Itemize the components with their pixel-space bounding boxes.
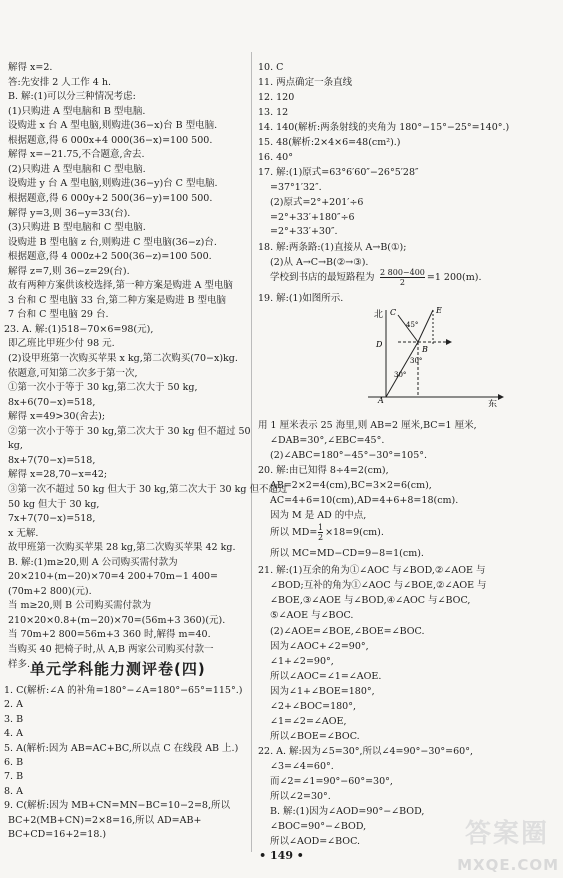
text-line: 14. 140(解析:两条射线的夹角为 180°−15°−25°=140°.)	[258, 122, 510, 133]
text-line: 20. 解:由已知得 8÷4=2(cm),	[258, 465, 389, 476]
page-number: • 149 •	[259, 849, 304, 862]
text-line: 根据题意,得 4 000z+2 500(36−z)=100 500.	[8, 251, 212, 263]
text-line: 5. A(解析:因为 AB=AC+BC,所以点 C 在线段 AB 上.)	[4, 742, 239, 754]
text-line: ∠1=∠2=∠AOE,	[270, 716, 347, 727]
north-label: 北	[374, 310, 384, 320]
text-line: 即乙班比甲班少付 98 元.	[8, 338, 115, 350]
angle-30-label-b: 30°	[410, 357, 423, 365]
text-line: 7. B	[4, 771, 24, 783]
text-line: BC+CD=16+2=18.)	[8, 829, 107, 840]
point-b-label: B	[422, 345, 428, 354]
east-label: 东	[488, 400, 498, 407]
text-line: 8x+7(70−x)=518,	[8, 454, 96, 466]
text-line: 因为∠AOC+∠2=90°,	[270, 641, 369, 652]
text-line: B. 解:(1)m≥20,则 A 公司购买需付款为	[8, 556, 178, 568]
watermark-logo: 答案圈	[464, 819, 549, 849]
fraction-numerator: 2 800−400	[380, 268, 425, 277]
text-line: 12. 120	[258, 92, 295, 103]
text-line: 23. A. 解:(1)518−70×6=98(元),	[4, 323, 154, 335]
text-line: B. 解:(1)因为∠AOD=90°−∠BOD,	[270, 806, 425, 817]
text-line: 3 台和 C 型电脑 33 台,第二种方案是购进 B 型电脑	[8, 294, 227, 306]
angle-45-label: 45°	[406, 321, 419, 329]
text-line: 210×20×0.8+(m−20)×70=(56m+3 360)(元).	[8, 614, 226, 626]
text-line: 9. C(解析:因为 MB+CN=MN−BC=10−2=8,所以	[4, 800, 230, 812]
text-line: 学校到书店的最短路程为	[270, 272, 375, 283]
text-line: 设购进 B 型电脑 z 台,则购进 C 型电脑(36−z)台.	[8, 236, 217, 248]
text-line: 解得 x=−21.75,不合题意,舍去.	[8, 149, 145, 161]
line-ab	[386, 342, 418, 397]
text-line: 因为∠1+∠BOE=180°,	[270, 686, 375, 697]
text-line: 50 kg 但大于 30 kg,	[8, 498, 100, 510]
text-line: ②第一次小于等于 30 kg,第二次大于 30 kg 但不超过 50	[8, 425, 251, 437]
watermark-url: MXQE.COM	[457, 856, 559, 874]
text-line: 根据题意,得 6 000x+4 000(36−x)=100 500.	[8, 134, 213, 146]
text-line: ⑤∠AOE 与∠BOC.	[270, 610, 354, 621]
text-line: 解得 y=3,则 36−y=33(台).	[8, 207, 131, 219]
text-line: AC=4+6=10(cm),AD=4+6+8=18(cm).	[270, 495, 459, 506]
text-line: ∠3=∠4=60°.	[270, 761, 334, 772]
text-line: 8x+6(70−x)=518,	[8, 396, 96, 408]
point-c-label: C	[390, 308, 397, 317]
text-line: 解得 x=49>30(舍去);	[8, 411, 106, 423]
text-line: 依题意,可知第二次多于第一次,	[8, 367, 138, 379]
fraction	[380, 268, 425, 287]
line-b-up	[418, 310, 433, 342]
section-title: 单元学科能力测评卷(四)	[30, 660, 206, 678]
fraction-numerator: 1	[318, 523, 324, 532]
text-line: 10. C	[258, 62, 284, 73]
column-divider	[251, 52, 252, 852]
text-line: (1)只购进 A 型电脑和 B 型电脑.	[8, 105, 146, 117]
text-line: 而∠2=∠1=90°−60°=30°,	[270, 776, 393, 787]
fraction-result: =1 200(m).	[426, 272, 482, 283]
text-line: 所以∠AOD=∠BOC.	[270, 836, 361, 847]
text-line: 所以∠BOE=∠BOC.	[270, 731, 360, 742]
text-line: 因为 M 是 AD 的中点,	[270, 510, 367, 521]
text-line: 18. 解:两条路:(1)直接从 A→B(①);	[258, 242, 407, 253]
text-line: 6. B	[4, 757, 24, 768]
text-line: 17. 解:(1)原式=63°6′60″−26°5′28″	[258, 167, 419, 178]
text-line: 3. B	[4, 713, 24, 725]
text-line: B. 解:(1)可以分三种情况考虑:	[8, 91, 136, 103]
text-line: (3)只购进 B 型电脑和 C 型电脑.	[8, 222, 146, 234]
text-line: 7x+7(70−x)=518,	[8, 513, 96, 525]
text-line: ①第一次小于等于 30 kg,第二次大于 50 kg,	[8, 382, 198, 394]
shortest-path-fraction	[378, 268, 481, 287]
text-line: ∠DAB=30°,∠EBC=45°.	[270, 435, 385, 446]
text-line: (2)从 A→C→B(②→③).	[270, 257, 369, 268]
text-line: 当 m≥20,则 B 公司购买需付款为	[8, 600, 152, 612]
text-line: AB=2×2=4(cm),BC=3×2=6(cm),	[270, 480, 432, 491]
text-line: 1. C(解析:∠A 的补角=180°−∠A=180°−65°=115°.)	[4, 685, 243, 696]
text-line: ∠BOC=90°−∠BOD,	[270, 821, 367, 832]
navigation-figure	[338, 305, 508, 407]
text-line: (2)原式=2°+201′÷6	[270, 197, 364, 208]
text-line: 用 1 厘米表示 25 海里,则 AB=2 厘米,BC=1 厘米,	[258, 420, 477, 431]
text-line: 所以 MD=	[270, 527, 318, 538]
text-line: 21. 解:(1)互余的角为①∠AOC 与∠BOD,②∠AOE 与	[258, 565, 486, 576]
text-line: 解得 z=7,则 36−z=29(台).	[8, 265, 130, 277]
text-line: ∠1+∠2=90°,	[270, 656, 334, 667]
text-line: ③第一次不超过 50 kg 但大于 30 kg,第二次大于 30 kg 但不超过	[8, 483, 288, 495]
text-line: 当购买 40 把椅子时,从 A,B 两家公司购买付款一	[8, 644, 214, 655]
text-line: 所以 MC=MD−CD=9−8=1(cm).	[270, 548, 424, 559]
east-arrow	[498, 394, 504, 400]
text-line: 解得 x=2.	[8, 62, 53, 73]
text-line: kg,	[8, 440, 23, 452]
dashed-arrow	[446, 339, 452, 345]
text-line: 16. 40°	[258, 152, 293, 163]
text-line: 设购进 x 台 A 型电脑,则购进(36−x)台 B 型电脑.	[8, 120, 218, 132]
text-line: 设购进 y 台 A 型电脑,则购进(36−y)台 C 型电脑.	[8, 178, 218, 190]
text-line: 11. 两点确定一条直线	[258, 77, 353, 88]
text-line: (2)设甲班第一次购买苹果 x kg,第二次购买(70−x)kg.	[8, 353, 238, 364]
text-line: 7 台和 C 型电脑 29 台.	[8, 309, 109, 321]
text-line: BC+2(MB+CN)=2×8=16,所以 AD=AB+	[8, 814, 202, 826]
text-line: (2)只购进 A 型电脑和 C 型电脑.	[8, 163, 146, 175]
text-line: 样多.	[8, 658, 31, 670]
text-line: 20×210+(m−20)×70=4 200+70m−1 400=	[8, 571, 218, 583]
text-line: (70m+2 800)(元).	[8, 585, 92, 597]
text-line: ∠BOE,③∠AOE 与∠BOD,④∠AOC 与∠BOC,	[270, 595, 471, 606]
text-line: 当 70m+2 800=56m+3 360 时,解得 m=40.	[8, 629, 211, 641]
md-fraction	[316, 523, 384, 542]
angle-30-label-a: 30°	[394, 371, 407, 379]
point-e-label: E	[436, 306, 442, 315]
text-line: 4. A	[4, 728, 23, 740]
text-line: (2)∠ABC=180°−45°−30°=105°.	[270, 450, 428, 461]
text-line: 解得 x=28,70−x=42;	[8, 469, 108, 481]
text-line: =2°+33′+180″÷6	[270, 212, 355, 223]
text-line: 22. A. 解:因为∠5=30°,所以∠4=90°−30°=60°,	[258, 746, 473, 757]
point-d-label: D	[376, 340, 383, 349]
text-line: 根据题意,得 6 000y+2 500(36−y)=100 500.	[8, 192, 213, 204]
text-line: 所以∠AOC=∠1=∠AOE.	[270, 671, 382, 682]
text-line: 故甲班第一次购买苹果 28 kg,第二次购买苹果 42 kg.	[8, 542, 236, 554]
text-line: 故有两种方案供该校选择,第一种方案是购进 A 型电脑	[8, 280, 233, 292]
fraction	[318, 523, 323, 542]
text-line: 所以∠2=30°.	[270, 791, 331, 802]
fraction-denominator: 2	[399, 278, 405, 287]
text-line: (2)∠AOE=∠BOE,∠BOE=∠BOC.	[270, 626, 425, 637]
text-line: 15. 48(解析:2×4×6=48(cm²).)	[258, 137, 401, 148]
point-a-label: A	[378, 396, 384, 405]
text-line: =37°1′32″.	[270, 182, 322, 193]
text-line: x 无解.	[8, 527, 39, 539]
fraction-denominator: 2	[318, 533, 324, 542]
text-line: 答:先安排 2 人工作 4 h.	[8, 76, 112, 88]
fraction-rest: ×18=9(cm).	[325, 527, 384, 538]
text-line: 19. 解:(1)如图所示.	[258, 293, 344, 304]
text-line: ∠2+∠BOC=180°,	[270, 701, 357, 712]
text-line: 13. 12	[258, 107, 289, 118]
text-line: 8. A	[4, 785, 23, 797]
text-line: 2. A	[4, 699, 23, 711]
text-line: ∠BOD;互补的角为①∠AOC 与∠BOE,②∠AOE 与	[270, 580, 487, 591]
text-line: =2°+33′+30″.	[270, 226, 338, 237]
